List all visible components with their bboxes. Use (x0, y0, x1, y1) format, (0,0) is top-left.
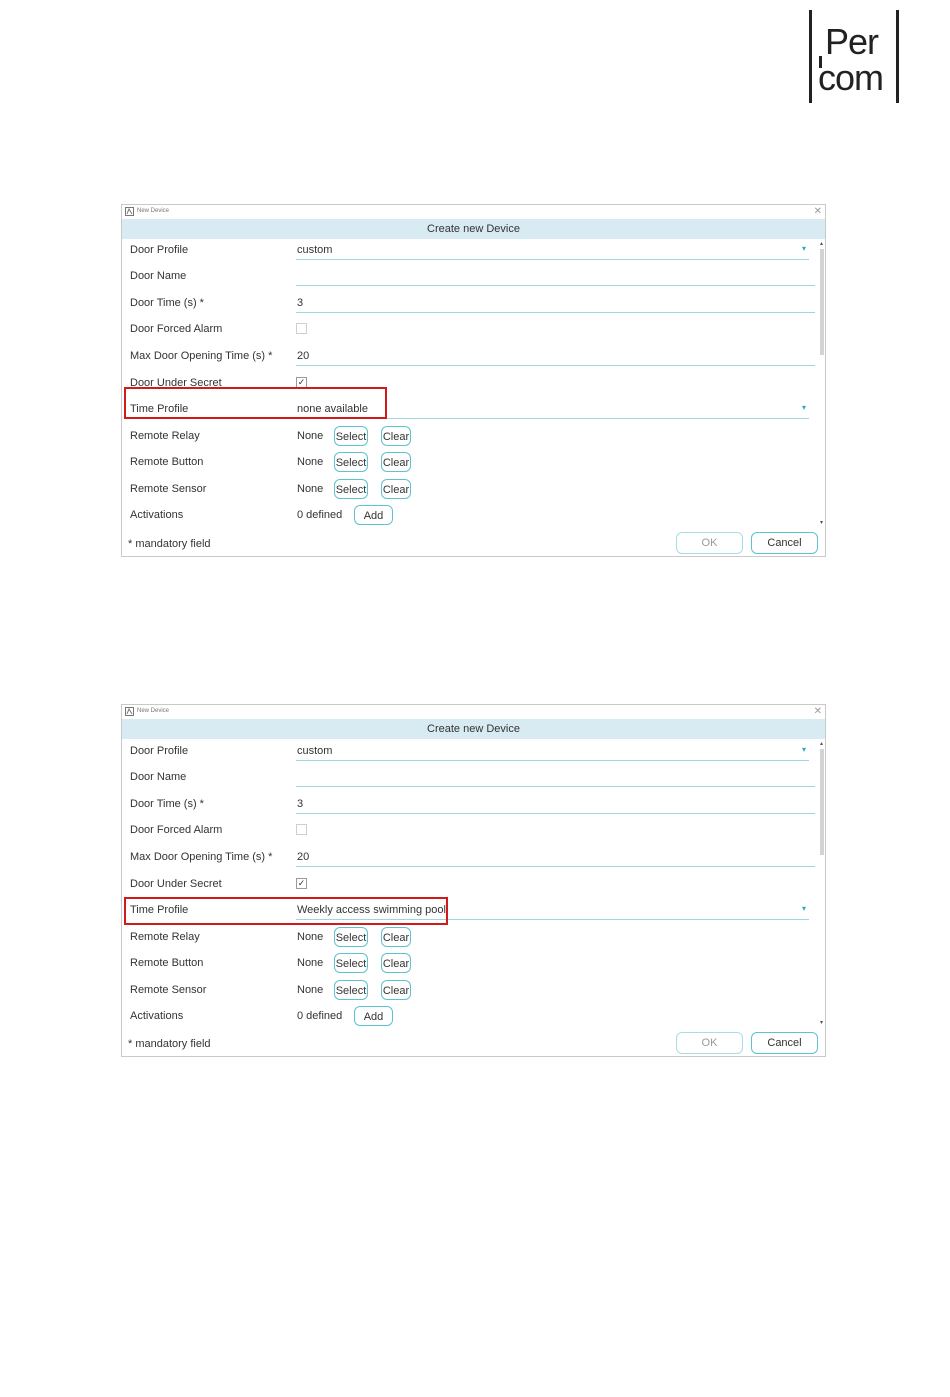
add-activation-button[interactable]: Add (354, 1006, 393, 1026)
scroll-down-icon[interactable]: ▾ (819, 520, 823, 526)
dialog-header: Create new Device (122, 219, 825, 239)
door-name-row (122, 268, 819, 292)
door-time-row (122, 796, 819, 820)
window-titlebar (122, 705, 825, 719)
door-name-row (122, 769, 819, 793)
close-icon[interactable]: ✕ (813, 206, 822, 217)
door-profile-select[interactable]: custom (297, 244, 333, 256)
time-profile-highlight (124, 387, 387, 419)
mandatory-note: * mandatory field (128, 1038, 211, 1050)
door-forced-alarm-row (122, 321, 819, 345)
door-name-underline (296, 285, 815, 286)
time-profile-highlight (124, 897, 448, 925)
logo-bar-left (809, 10, 812, 103)
window-title: New Device (137, 708, 170, 714)
remote-relay-value: None (297, 430, 324, 442)
door-time-underline (296, 312, 815, 313)
chevron-down-icon[interactable]: ▾ (801, 403, 806, 412)
add-activation-button[interactable]: Add (354, 505, 393, 525)
remote-relay-clear-button[interactable]: Clear (381, 426, 411, 446)
cancel-button[interactable]: Cancel (751, 532, 818, 554)
chevron-down-icon[interactable]: ▾ (801, 745, 806, 754)
activations-row (122, 1008, 819, 1032)
activations-value: 0 defined (297, 509, 343, 521)
mandatory-note: * mandatory field (128, 538, 211, 550)
door-profile-label: Door Profile (130, 244, 189, 256)
scrollbar-thumb[interactable] (820, 249, 824, 355)
scrollbar-thumb[interactable] (820, 749, 824, 855)
remote-sensor-clear-button[interactable]: Clear (381, 980, 411, 1000)
door-name-underline (296, 786, 815, 787)
door-profile-label: Door Profile (130, 745, 189, 757)
remote-sensor-row (122, 481, 819, 505)
window-titlebar (122, 205, 825, 219)
activations-label: Activations (130, 1010, 184, 1022)
remote-button-select-button[interactable]: Select (334, 953, 368, 973)
door-forced-alarm-checkbox[interactable] (296, 323, 307, 334)
remote-sensor-row (122, 982, 819, 1006)
door-profile-underline (296, 760, 809, 761)
door-under-secret-checkbox[interactable]: ✓ (297, 377, 306, 387)
max-door-opening-underline (296, 365, 815, 366)
door-name-label: Door Name (130, 771, 187, 783)
logo-text-top: Per (825, 21, 879, 62)
door-time-row (122, 295, 819, 319)
door-forced-alarm-label: Door Forced Alarm (130, 323, 223, 335)
scroll-down-icon[interactable]: ▾ (819, 1020, 823, 1026)
max-door-opening-underline (296, 866, 815, 867)
door-name-label: Door Name (130, 270, 187, 282)
remote-sensor-select-button[interactable]: Select (334, 479, 368, 499)
remote-relay-value: None (297, 931, 324, 943)
max-door-opening-label: Max Door Opening Time (s) * (130, 350, 273, 362)
remote-button-clear-button[interactable]: Clear (381, 452, 411, 472)
door-profile-select[interactable]: custom (297, 745, 333, 757)
remote-button-clear-button[interactable]: Clear (381, 953, 411, 973)
door-under-secret-checkbox[interactable]: ✓ (297, 878, 306, 888)
remote-button-label: Remote Button (130, 957, 204, 969)
vertical-scrollbar[interactable] (818, 741, 825, 1027)
remote-relay-label: Remote Relay (130, 931, 200, 943)
remote-sensor-value: None (297, 984, 324, 996)
cancel-button[interactable]: Cancel (751, 1032, 818, 1054)
max-door-opening-label: Max Door Opening Time (s) * (130, 851, 273, 863)
max-door-opening-row (122, 348, 819, 372)
window-title: New Device (137, 208, 170, 214)
door-under-secret-label: Door Under Secret (130, 377, 222, 389)
remote-relay-select-button[interactable]: Select (334, 927, 368, 947)
activations-row (122, 507, 819, 531)
door-forced-alarm-checkbox[interactable] (296, 824, 307, 835)
scroll-up-icon[interactable]: ▴ (819, 241, 823, 247)
time-profile-select[interactable]: Weekly access swimming pool (297, 904, 446, 916)
door-time-label: Door Time (s) * (130, 798, 204, 810)
chevron-down-icon[interactable]: ▾ (801, 244, 806, 253)
chevron-down-icon[interactable]: ▾ (801, 904, 806, 913)
door-forced-alarm-label: Door Forced Alarm (130, 824, 223, 836)
remote-relay-label: Remote Relay (130, 430, 200, 442)
door-forced-alarm-row (122, 822, 819, 846)
remote-sensor-select-button[interactable]: Select (334, 980, 368, 1000)
door-profile-row (122, 242, 819, 266)
scroll-up-icon[interactable]: ▴ (819, 741, 823, 747)
new-device-dialog-1 (121, 204, 826, 557)
new-device-dialog-2 (121, 704, 826, 1057)
remote-sensor-value: None (297, 483, 324, 495)
door-time-underline (296, 813, 815, 814)
max-door-opening-input[interactable]: 20 (297, 350, 310, 362)
door-time-input[interactable]: 3 (297, 798, 304, 810)
time-profile-label: Time Profile (130, 904, 189, 916)
door-profile-underline (296, 259, 809, 260)
dialog-header: Create new Device (122, 719, 825, 739)
remote-button-value: None (297, 456, 324, 468)
remote-button-label: Remote Button (130, 456, 204, 468)
remote-relay-select-button[interactable]: Select (334, 426, 368, 446)
remote-button-row (122, 955, 819, 979)
logo-bar-right (896, 10, 899, 103)
app-icon (125, 707, 134, 716)
activations-label: Activations (130, 509, 184, 521)
remote-relay-clear-button[interactable]: Clear (381, 927, 411, 947)
remote-sensor-clear-button[interactable]: Clear (381, 479, 411, 499)
door-time-input[interactable]: 3 (297, 297, 304, 309)
remote-button-row (122, 454, 819, 478)
remote-relay-row (122, 428, 819, 452)
door-under-secret-label: Door Under Secret (130, 878, 222, 890)
time-profile-label: Time Profile (130, 403, 189, 415)
vertical-scrollbar[interactable] (818, 241, 825, 527)
ok-button[interactable]: OK (676, 532, 743, 554)
remote-button-select-button[interactable]: Select (334, 452, 368, 472)
max-door-opening-input[interactable]: 20 (297, 851, 310, 863)
door-profile-row (122, 743, 819, 767)
remote-sensor-label: Remote Sensor (130, 984, 207, 996)
ok-button[interactable]: OK (676, 1032, 743, 1054)
ipercom-logo (809, 10, 901, 104)
remote-button-value: None (297, 957, 324, 969)
door-time-label: Door Time (s) * (130, 297, 204, 309)
logo-text-bottom: com (818, 57, 884, 98)
time-profile-select[interactable]: none available (297, 403, 368, 415)
max-door-opening-row (122, 849, 819, 873)
app-icon (125, 207, 134, 216)
close-icon[interactable]: ✕ (813, 706, 822, 717)
remote-sensor-label: Remote Sensor (130, 483, 207, 495)
remote-relay-row (122, 929, 819, 953)
activations-value: 0 defined (297, 1010, 343, 1022)
